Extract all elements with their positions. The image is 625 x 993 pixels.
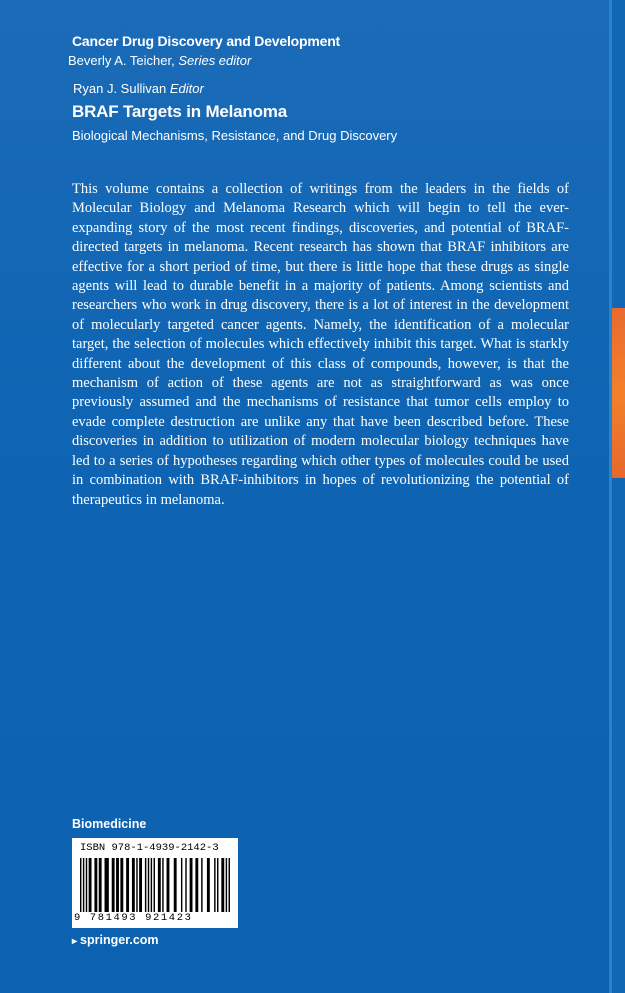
barcode-bar <box>181 858 182 918</box>
barcode-bar <box>126 858 129 918</box>
barcode-bars <box>80 858 230 918</box>
barcode-bar <box>217 858 218 918</box>
barcode-bar <box>190 858 193 918</box>
barcode-bar <box>139 858 142 918</box>
series-title: Cancer Drug Discovery and Development <box>72 33 341 49</box>
barcode-bar <box>167 858 170 918</box>
publisher-url: springer.com <box>80 933 159 947</box>
barcode-bar <box>86 858 87 918</box>
barcode-bar <box>132 858 135 918</box>
barcode-bar <box>120 858 123 918</box>
barcode-bar <box>214 858 215 918</box>
series-editor-role: Series editor <box>178 53 252 68</box>
series-editor <box>68 53 251 68</box>
barcode-bar <box>195 858 198 918</box>
barcode-bar <box>94 858 97 918</box>
book-subtitle: Biological Mechanisms, Resistance, and Drug Discovery <box>72 128 398 143</box>
book-editor-name: Ryan J. Sullivan <box>73 81 167 96</box>
barcode-bar <box>207 858 210 918</box>
barcode-bar <box>112 858 115 918</box>
barcode-bar <box>154 858 155 918</box>
barcode-bar <box>229 858 230 918</box>
barcode-bar <box>145 858 146 918</box>
barcode-bar <box>162 858 163 918</box>
arrow-right-icon: ▸ <box>72 936 78 947</box>
barcode-bar <box>148 858 149 918</box>
spine-orange-band <box>612 308 625 478</box>
barcode-bar <box>136 858 137 918</box>
barcode-bar <box>83 858 84 918</box>
barcode-bar <box>105 858 109 918</box>
barcode-bar <box>221 858 224 918</box>
book-editor <box>73 81 204 96</box>
barcode-bar <box>185 858 186 918</box>
book-editor-role: Editor <box>169 81 204 96</box>
barcode-bar <box>116 858 119 918</box>
barcode-bar <box>174 858 177 918</box>
barcode-bar <box>158 858 161 918</box>
series-editor-name: Beverly A. Teicher, <box>68 53 175 68</box>
book-description: This volume contains a collection of writings from the leaders in the fields of Molecular Biology and Melanoma Research which will begin to tell the ever-expanding story of the most recent findings, discoveries, and potential of BRAF-directed targets in melanoma. Recent research has shown that BRAF inhibitors are effective for a short period of time, but there is little hope that these drugs as single agents will lead to durable benefit in a majority of patients. Among scientists and researchers who work in drug discovery, there is a lot of interest in the development of molecularly targeted cancer agents. Namely, the identification of a molecular target, the selection of molecules which effectively inhibit this target. What is starkly different about the development of this class of compounds, however, is that the mechanism of action of these agents are not as straightforward as was once previously assumed and the mechanisms of resistance that tumor cells employ to evade complete destruction are unlike any that have been described before. These discoveries in addition to utilization of modern molecular biology techniques have led to a series of hypotheses regarding which other types of molecules could be used in combination with BRAF-inhibitors in hopes of revolutionizing the potential of therapeutics in melanoma. <box>72 181 569 508</box>
barcode-bar <box>151 858 152 918</box>
spine <box>612 0 625 993</box>
subject-category: Biomedicine <box>72 817 147 831</box>
barcode-bar <box>89 858 92 918</box>
barcode-bar <box>99 858 102 918</box>
isbn-barcode <box>72 838 238 928</box>
barcode-bar <box>226 858 227 918</box>
isbn-label: ISBN 978-1-4939-2142-3 <box>80 842 219 854</box>
barcode-bar <box>80 858 81 918</box>
barcode-digits: 9 781493 921423 <box>74 912 236 924</box>
book-title: BRAF Targets in Melanoma <box>72 102 287 121</box>
barcode-bar <box>201 858 202 918</box>
publisher-link[interactable] <box>72 933 159 947</box>
